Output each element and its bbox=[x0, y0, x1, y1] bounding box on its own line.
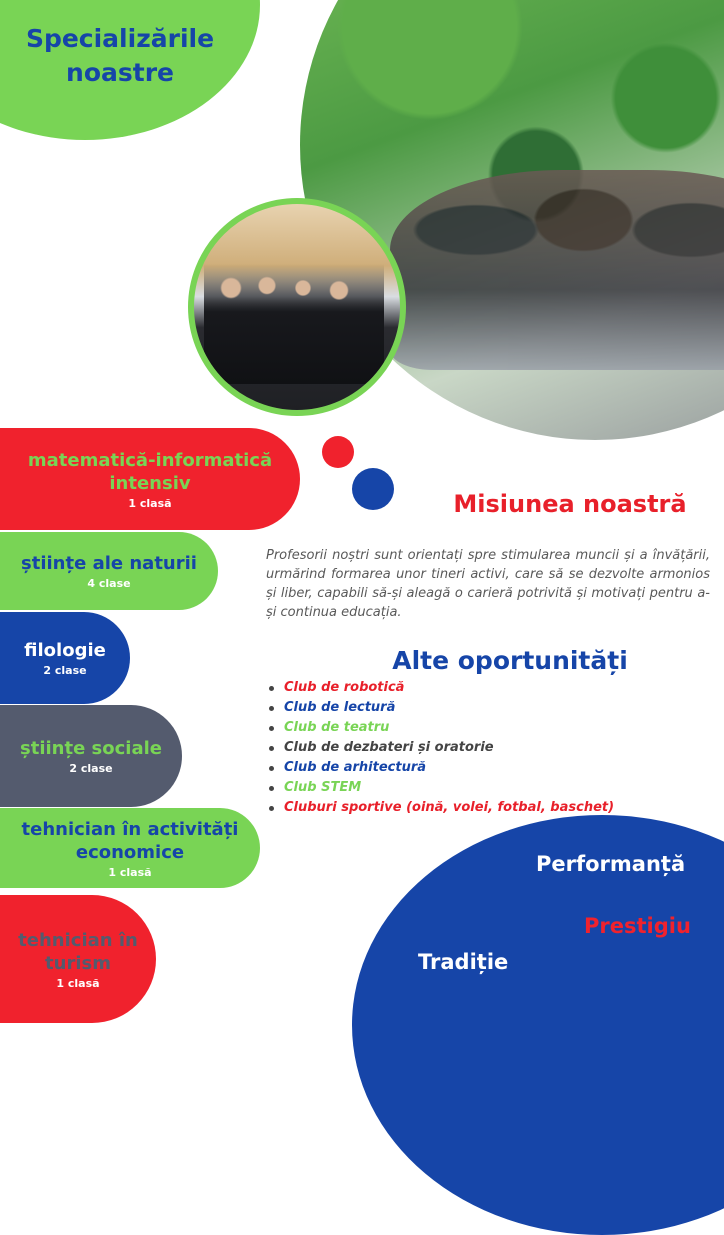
red-dot-decoration bbox=[322, 436, 354, 468]
list-item: Club de lectură bbox=[268, 698, 718, 718]
specialization-count: 4 clase bbox=[87, 577, 131, 590]
list-item: Club de teatru bbox=[268, 718, 718, 738]
specialization-natural-sciences bbox=[0, 532, 218, 610]
value-performance: Performanță bbox=[536, 852, 686, 876]
specialization-economics-technician bbox=[0, 808, 260, 888]
specialization-tourism-technician bbox=[0, 895, 156, 1023]
team-group-shape bbox=[204, 264, 384, 384]
specialization-count: 1 clasă bbox=[108, 865, 152, 879]
blue-dot-decoration bbox=[352, 468, 394, 510]
specialization-name: matematică-informatică intensiv bbox=[27, 449, 273, 494]
list-item: Club de arhitectură bbox=[268, 758, 718, 778]
specialization-math-cs bbox=[0, 428, 300, 530]
list-item: Club de robotică bbox=[268, 678, 718, 698]
specialization-social-sciences bbox=[0, 705, 182, 807]
robotics-team-photo bbox=[188, 198, 406, 416]
mission-heading: Misiunea noastră bbox=[453, 490, 687, 518]
specialization-count: 1 clasă bbox=[128, 496, 172, 510]
specialization-name: tehnician în activități economice bbox=[21, 818, 239, 863]
specialization-count: 1 clasă bbox=[56, 976, 100, 990]
values-blue-blob bbox=[352, 815, 724, 1235]
specialization-name: științe sociale bbox=[20, 738, 162, 759]
specialization-name: filologie bbox=[24, 640, 106, 661]
page-title: Specializările noastre bbox=[25, 24, 215, 87]
value-prestige: Prestigiu bbox=[584, 914, 691, 938]
specialization-philology bbox=[0, 612, 130, 704]
list-item: Club de dezbateri și oratorie bbox=[268, 738, 718, 758]
specialization-count: 2 clase bbox=[69, 762, 113, 775]
students-crowd-shape bbox=[390, 170, 724, 370]
specialization-count: 2 clase bbox=[43, 664, 87, 677]
clubs-list bbox=[268, 678, 718, 818]
specialization-name: științe ale naturii bbox=[21, 553, 197, 574]
list-item: Cluburi sportive (oină, volei, fotbal, baschet) bbox=[268, 798, 718, 818]
value-tradition: Tradiție bbox=[418, 950, 509, 974]
list-item: Club STEM bbox=[268, 778, 718, 798]
mission-paragraph: Profesorii noștri sunt orientați spre stimularea muncii și a învățării, urmărind formarea unor tineri activi, care să se dezvolte armonios și liber, capabili să-și aleagă o carieră potrivită și motivați pentru a-și continua educația. bbox=[266, 548, 710, 620]
specialization-name: tehnician în turism bbox=[18, 929, 138, 974]
opportunities-heading: Alte oportunități bbox=[392, 646, 628, 675]
